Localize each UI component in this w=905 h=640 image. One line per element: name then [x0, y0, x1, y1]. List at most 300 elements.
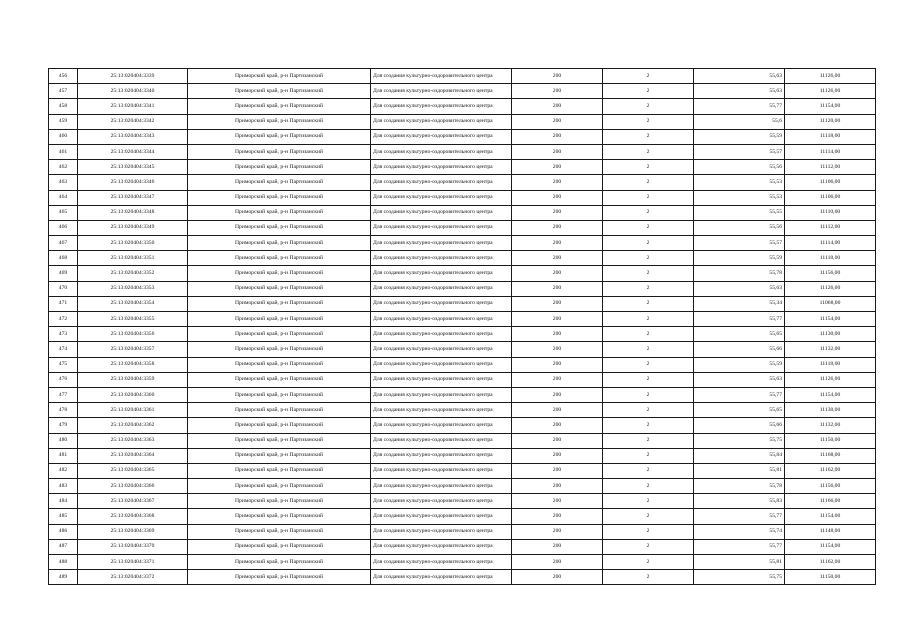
table-row	[49, 403, 876, 418]
area-cell: 200	[512, 205, 603, 220]
row-number-cell: 466	[49, 220, 78, 235]
row-number-cell: 463	[49, 175, 78, 190]
area-cell: 200	[512, 99, 603, 114]
cadastral-number-cell: 25:13:020404:3351	[78, 251, 188, 266]
location-cell: Приморский край, р-н Партизанский	[188, 251, 371, 266]
price-cell: 55,56	[694, 160, 785, 175]
count-cell: 2	[603, 342, 694, 357]
total-cell: 11166,00	[785, 494, 876, 509]
area-cell: 200	[512, 494, 603, 509]
count-cell: 2	[603, 175, 694, 190]
cadastral-number-cell: 25:13:020404:3358	[78, 357, 188, 372]
location-cell: Приморский край, р-н Партизанский	[188, 448, 371, 463]
count-cell: 2	[603, 403, 694, 418]
purpose-cell: Для создания культурно-оздоровительного центра	[371, 84, 512, 99]
price-cell: 55,77	[694, 387, 785, 402]
total-cell: 11150,00	[785, 433, 876, 448]
total-cell: 11130,00	[785, 327, 876, 342]
count-cell: 2	[603, 281, 694, 296]
count-cell: 2	[603, 190, 694, 205]
row-number-cell: 470	[49, 281, 78, 296]
purpose-cell: Для создания культурно-оздоровительного центра	[371, 357, 512, 372]
cadastral-number-cell: 25:13:020404:3354	[78, 296, 188, 311]
table-row	[49, 387, 876, 402]
area-cell: 200	[512, 69, 603, 84]
count-cell: 2	[603, 433, 694, 448]
location-cell: Приморский край, р-н Партизанский	[188, 372, 371, 387]
area-cell: 200	[512, 479, 603, 494]
cadastral-number-cell: 25:13:020404:3367	[78, 494, 188, 509]
area-cell: 200	[512, 418, 603, 433]
table-row	[49, 296, 876, 311]
area-cell: 200	[512, 448, 603, 463]
count-cell: 2	[603, 555, 694, 570]
purpose-cell: Для создания культурно-оздоровительного центра	[371, 99, 512, 114]
price-cell: 55,83	[694, 494, 785, 509]
cadastral-number-cell: 25:13:020404:3360	[78, 387, 188, 402]
price-cell: 55,55	[694, 205, 785, 220]
table-row	[49, 205, 876, 220]
cadastral-number-cell: 25:13:020404:3348	[78, 205, 188, 220]
cadastral-number-cell: 25:13:020404:3341	[78, 99, 188, 114]
count-cell: 2	[603, 494, 694, 509]
total-cell: 11118,00	[785, 357, 876, 372]
location-cell: Приморский край, р-н Партизанский	[188, 570, 371, 585]
table-row	[49, 372, 876, 387]
total-cell: 11126,00	[785, 69, 876, 84]
row-number-cell: 464	[49, 190, 78, 205]
area-cell: 200	[512, 372, 603, 387]
table-row	[49, 114, 876, 129]
location-cell: Приморский край, р-н Партизанский	[188, 387, 371, 402]
count-cell: 2	[603, 570, 694, 585]
purpose-cell: Для создания культурно-оздоровительного центра	[371, 160, 512, 175]
purpose-cell: Для создания культурно-оздоровительного центра	[371, 418, 512, 433]
price-cell: 55,84	[694, 448, 785, 463]
purpose-cell: Для создания культурно-оздоровительного центра	[371, 114, 512, 129]
price-cell: 55,63	[694, 84, 785, 99]
cadastral-number-cell: 25:13:020404:3352	[78, 266, 188, 281]
row-number-cell: 479	[49, 418, 78, 433]
area-cell: 200	[512, 281, 603, 296]
price-cell: 55,56	[694, 220, 785, 235]
price-cell: 55,81	[694, 463, 785, 478]
count-cell: 2	[603, 357, 694, 372]
area-cell: 200	[512, 160, 603, 175]
table-row	[49, 524, 876, 539]
cadastral-number-cell: 25:13:020404:3368	[78, 509, 188, 524]
area-cell: 200	[512, 342, 603, 357]
location-cell: Приморский край, р-н Партизанский	[188, 266, 371, 281]
cadastral-number-cell: 25:13:020404:3353	[78, 281, 188, 296]
table-row	[49, 312, 876, 327]
purpose-cell: Для создания культурно-оздоровительного центра	[371, 524, 512, 539]
location-cell: Приморский край, р-н Партизанский	[188, 281, 371, 296]
location-cell: Приморский край, р-н Партизанский	[188, 494, 371, 509]
count-cell: 2	[603, 144, 694, 159]
purpose-cell: Для создания культурно-оздоровительного центра	[371, 144, 512, 159]
count-cell: 2	[603, 387, 694, 402]
price-cell: 55,53	[694, 175, 785, 190]
area-cell: 200	[512, 555, 603, 570]
count-cell: 2	[603, 251, 694, 266]
price-cell: 55,59	[694, 251, 785, 266]
location-cell: Приморский край, р-н Партизанский	[188, 129, 371, 144]
price-cell: 55,77	[694, 99, 785, 114]
count-cell: 2	[603, 129, 694, 144]
location-cell: Приморский край, р-н Партизанский	[188, 539, 371, 554]
location-cell: Приморский край, р-н Партизанский	[188, 418, 371, 433]
location-cell: Приморский край, р-н Партизанский	[188, 205, 371, 220]
row-number-cell: 483	[49, 479, 78, 494]
cadastral-number-cell: 25:13:020404:3359	[78, 372, 188, 387]
price-cell: 55,65	[694, 327, 785, 342]
price-cell: 55,75	[694, 570, 785, 585]
purpose-cell: Для создания культурно-оздоровительного центра	[371, 448, 512, 463]
cadastral-number-cell: 25:13:020404:3344	[78, 144, 188, 159]
count-cell: 2	[603, 372, 694, 387]
price-cell: 55,65	[694, 403, 785, 418]
location-cell: Приморский край, р-н Партизанский	[188, 555, 371, 570]
row-number-cell: 457	[49, 84, 78, 99]
count-cell: 2	[603, 524, 694, 539]
table-row	[49, 448, 876, 463]
cadastral-number-cell: 25:13:020404:3371	[78, 555, 188, 570]
total-cell: 11154,00	[785, 509, 876, 524]
location-cell: Приморский край, р-н Партизанский	[188, 236, 371, 251]
total-cell: 11118,00	[785, 251, 876, 266]
area-cell: 200	[512, 387, 603, 402]
area-cell: 200	[512, 175, 603, 190]
price-cell: 55,77	[694, 312, 785, 327]
cadastral-number-cell: 25:13:020404:3361	[78, 403, 188, 418]
purpose-cell: Для создания культурно-оздоровительного центра	[371, 190, 512, 205]
purpose-cell: Для создания культурно-оздоровительного центра	[371, 281, 512, 296]
area-cell: 200	[512, 114, 603, 129]
cadastral-number-cell: 25:13:020404:3365	[78, 463, 188, 478]
count-cell: 2	[603, 220, 694, 235]
price-cell: 55,34	[694, 296, 785, 311]
area-cell: 200	[512, 327, 603, 342]
table-row	[49, 220, 876, 235]
location-cell: Приморский край, р-н Партизанский	[188, 433, 371, 448]
total-cell: 11126,00	[785, 281, 876, 296]
row-number-cell: 472	[49, 312, 78, 327]
count-cell: 2	[603, 160, 694, 175]
location-cell: Приморский край, р-н Партизанский	[188, 463, 371, 478]
total-cell: 11154,00	[785, 539, 876, 554]
table-body	[49, 69, 876, 585]
purpose-cell: Для создания культурно-оздоровительного центра	[371, 129, 512, 144]
purpose-cell: Для создания культурно-оздоровительного центра	[371, 312, 512, 327]
purpose-cell: Для создания культурно-оздоровительного центра	[371, 236, 512, 251]
row-number-cell: 477	[49, 387, 78, 402]
count-cell: 2	[603, 205, 694, 220]
purpose-cell: Для создания культурно-оздоровительного центра	[371, 175, 512, 190]
purpose-cell: Для создания культурно-оздоровительного центра	[371, 494, 512, 509]
table-row	[49, 342, 876, 357]
area-cell: 200	[512, 129, 603, 144]
price-cell: 55,6	[694, 114, 785, 129]
location-cell: Приморский край, р-н Партизанский	[188, 175, 371, 190]
purpose-cell: Для создания культурно-оздоровительного центра	[371, 463, 512, 478]
row-number-cell: 465	[49, 205, 78, 220]
price-cell: 55,53	[694, 190, 785, 205]
location-cell: Приморский край, р-н Партизанский	[188, 509, 371, 524]
location-cell: Приморский край, р-н Партизанский	[188, 99, 371, 114]
location-cell: Приморский край, р-н Партизанский	[188, 114, 371, 129]
row-number-cell: 481	[49, 448, 78, 463]
location-cell: Приморский край, р-н Партизанский	[188, 342, 371, 357]
total-cell: 11150,00	[785, 570, 876, 585]
table-row	[49, 555, 876, 570]
cadastral-number-cell: 25:13:020404:3357	[78, 342, 188, 357]
count-cell: 2	[603, 509, 694, 524]
location-cell: Приморский край, р-н Партизанский	[188, 84, 371, 99]
area-cell: 200	[512, 220, 603, 235]
total-cell: 11168,00	[785, 448, 876, 463]
location-cell: Приморский край, р-н Партизанский	[188, 524, 371, 539]
table-row	[49, 251, 876, 266]
row-number-cell: 474	[49, 342, 78, 357]
table-row	[49, 144, 876, 159]
land-plots-table	[48, 68, 876, 585]
row-number-cell: 482	[49, 463, 78, 478]
total-cell: 11130,00	[785, 403, 876, 418]
cadastral-number-cell: 25:13:020404:3347	[78, 190, 188, 205]
row-number-cell: 475	[49, 357, 78, 372]
purpose-cell: Для создания культурно-оздоровительного центра	[371, 69, 512, 84]
area-cell: 200	[512, 509, 603, 524]
count-cell: 2	[603, 448, 694, 463]
price-cell: 55,57	[694, 144, 785, 159]
price-cell: 55,74	[694, 524, 785, 539]
table-row	[49, 463, 876, 478]
price-cell: 55,63	[694, 372, 785, 387]
area-cell: 200	[512, 236, 603, 251]
price-cell: 55,59	[694, 357, 785, 372]
price-cell: 55,78	[694, 266, 785, 281]
count-cell: 2	[603, 69, 694, 84]
count-cell: 2	[603, 327, 694, 342]
purpose-cell: Для создания культурно-оздоровительного центра	[371, 570, 512, 585]
purpose-cell: Для создания культурно-оздоровительного центра	[371, 479, 512, 494]
table-row	[49, 539, 876, 554]
total-cell: 11162,00	[785, 463, 876, 478]
purpose-cell: Для создания культурно-оздоровительного центра	[371, 251, 512, 266]
table-row	[49, 281, 876, 296]
area-cell: 200	[512, 403, 603, 418]
area-cell: 200	[512, 296, 603, 311]
location-cell: Приморский край, р-н Партизанский	[188, 296, 371, 311]
location-cell: Приморский край, р-н Партизанский	[188, 220, 371, 235]
total-cell: 11114,00	[785, 144, 876, 159]
purpose-cell: Для создания культурно-оздоровительного центра	[371, 220, 512, 235]
purpose-cell: Для создания культурно-оздоровительного центра	[371, 433, 512, 448]
area-cell: 200	[512, 524, 603, 539]
cadastral-number-cell: 25:13:020404:3339	[78, 69, 188, 84]
cadastral-number-cell: 25:13:020404:3345	[78, 160, 188, 175]
row-number-cell: 485	[49, 509, 78, 524]
row-number-cell: 459	[49, 114, 78, 129]
cadastral-number-cell: 25:13:020404:3369	[78, 524, 188, 539]
total-cell: 11156,00	[785, 266, 876, 281]
count-cell: 2	[603, 418, 694, 433]
row-number-cell: 486	[49, 524, 78, 539]
table-row	[49, 570, 876, 585]
price-cell: 55,77	[694, 509, 785, 524]
price-cell: 55,63	[694, 281, 785, 296]
cadastral-number-cell: 25:13:020404:3355	[78, 312, 188, 327]
area-cell: 200	[512, 570, 603, 585]
row-number-cell: 489	[49, 570, 78, 585]
row-number-cell: 456	[49, 69, 78, 84]
location-cell: Приморский край, р-н Партизанский	[188, 144, 371, 159]
table-row	[49, 129, 876, 144]
row-number-cell: 484	[49, 494, 78, 509]
total-cell: 11112,00	[785, 220, 876, 235]
purpose-cell: Для создания культурно-оздоровительного центра	[371, 205, 512, 220]
table-row	[49, 479, 876, 494]
count-cell: 2	[603, 114, 694, 129]
total-cell: 11156,00	[785, 479, 876, 494]
count-cell: 2	[603, 312, 694, 327]
purpose-cell: Для создания культурно-оздоровительного центра	[371, 387, 512, 402]
table-row	[49, 236, 876, 251]
cadastral-number-cell: 25:13:020404:3350	[78, 236, 188, 251]
row-number-cell: 461	[49, 144, 78, 159]
total-cell: 11162,00	[785, 555, 876, 570]
purpose-cell: Для создания культурно-оздоровительного центра	[371, 372, 512, 387]
total-cell: 11154,00	[785, 99, 876, 114]
total-cell: 11132,00	[785, 342, 876, 357]
total-cell: 11126,00	[785, 84, 876, 99]
price-cell: 55,78	[694, 479, 785, 494]
location-cell: Приморский край, р-н Партизанский	[188, 327, 371, 342]
cadastral-number-cell: 25:13:020404:3340	[78, 84, 188, 99]
row-number-cell: 462	[49, 160, 78, 175]
location-cell: Приморский край, р-н Партизанский	[188, 403, 371, 418]
purpose-cell: Для создания культурно-оздоровительного центра	[371, 403, 512, 418]
cadastral-number-cell: 25:13:020404:3346	[78, 175, 188, 190]
price-cell: 55,57	[694, 236, 785, 251]
table-row	[49, 175, 876, 190]
area-cell: 200	[512, 190, 603, 205]
purpose-cell: Для создания культурно-оздоровительного центра	[371, 342, 512, 357]
location-cell: Приморский край, р-н Партизанский	[188, 190, 371, 205]
area-cell: 200	[512, 266, 603, 281]
row-number-cell: 488	[49, 555, 78, 570]
row-number-cell: 476	[49, 372, 78, 387]
purpose-cell: Для создания культурно-оздоровительного центра	[371, 509, 512, 524]
total-cell: 11068,00	[785, 296, 876, 311]
area-cell: 200	[512, 84, 603, 99]
count-cell: 2	[603, 539, 694, 554]
total-cell: 11120,00	[785, 114, 876, 129]
purpose-cell: Для создания культурно-оздоровительного центра	[371, 555, 512, 570]
row-number-cell: 469	[49, 266, 78, 281]
cadastral-number-cell: 25:13:020404:3342	[78, 114, 188, 129]
area-cell: 200	[512, 357, 603, 372]
total-cell: 11114,00	[785, 236, 876, 251]
count-cell: 2	[603, 266, 694, 281]
total-cell: 11106,00	[785, 175, 876, 190]
cadastral-number-cell: 25:13:020404:3363	[78, 433, 188, 448]
location-cell: Приморский край, р-н Партизанский	[188, 312, 371, 327]
count-cell: 2	[603, 479, 694, 494]
row-number-cell: 480	[49, 433, 78, 448]
document-page	[48, 68, 875, 585]
table-row	[49, 418, 876, 433]
purpose-cell: Для создания культурно-оздоровительного центра	[371, 296, 512, 311]
purpose-cell: Для создания культурно-оздоровительного центра	[371, 327, 512, 342]
count-cell: 2	[603, 296, 694, 311]
price-cell: 55,59	[694, 129, 785, 144]
total-cell: 11118,00	[785, 129, 876, 144]
total-cell: 11132,00	[785, 418, 876, 433]
row-number-cell: 468	[49, 251, 78, 266]
table-row	[49, 190, 876, 205]
location-cell: Приморский край, р-н Партизанский	[188, 69, 371, 84]
table-row	[49, 327, 876, 342]
location-cell: Приморский край, р-н Партизанский	[188, 479, 371, 494]
price-cell: 55,66	[694, 418, 785, 433]
cadastral-number-cell: 25:13:020404:3370	[78, 539, 188, 554]
table-row	[49, 357, 876, 372]
table-row	[49, 160, 876, 175]
total-cell: 11126,00	[785, 372, 876, 387]
count-cell: 2	[603, 463, 694, 478]
table-row	[49, 99, 876, 114]
total-cell: 11154,00	[785, 387, 876, 402]
area-cell: 200	[512, 251, 603, 266]
count-cell: 2	[603, 236, 694, 251]
location-cell: Приморский край, р-н Партизанский	[188, 160, 371, 175]
cadastral-number-cell: 25:13:020404:3366	[78, 479, 188, 494]
price-cell: 55,81	[694, 555, 785, 570]
table-row	[49, 433, 876, 448]
cadastral-number-cell: 25:13:020404:3356	[78, 327, 188, 342]
price-cell: 55,77	[694, 539, 785, 554]
total-cell: 11148,00	[785, 524, 876, 539]
row-number-cell: 460	[49, 129, 78, 144]
price-cell: 55,75	[694, 433, 785, 448]
row-number-cell: 473	[49, 327, 78, 342]
purpose-cell: Для создания культурно-оздоровительного центра	[371, 266, 512, 281]
table-row	[49, 509, 876, 524]
row-number-cell: 467	[49, 236, 78, 251]
cadastral-number-cell: 25:13:020404:3349	[78, 220, 188, 235]
cadastral-number-cell: 25:13:020404:3362	[78, 418, 188, 433]
total-cell: 11154,00	[785, 312, 876, 327]
row-number-cell: 471	[49, 296, 78, 311]
purpose-cell: Для создания культурно-оздоровительного центра	[371, 539, 512, 554]
row-number-cell: 487	[49, 539, 78, 554]
count-cell: 2	[603, 84, 694, 99]
total-cell: 11110,00	[785, 205, 876, 220]
row-number-cell: 458	[49, 99, 78, 114]
price-cell: 55,66	[694, 342, 785, 357]
cadastral-number-cell: 25:13:020404:3343	[78, 129, 188, 144]
total-cell: 11112,00	[785, 160, 876, 175]
table-row	[49, 266, 876, 281]
cadastral-number-cell: 25:13:020404:3364	[78, 448, 188, 463]
table-row	[49, 69, 876, 84]
row-number-cell: 478	[49, 403, 78, 418]
location-cell: Приморский край, р-н Партизанский	[188, 357, 371, 372]
area-cell: 200	[512, 433, 603, 448]
count-cell: 2	[603, 99, 694, 114]
